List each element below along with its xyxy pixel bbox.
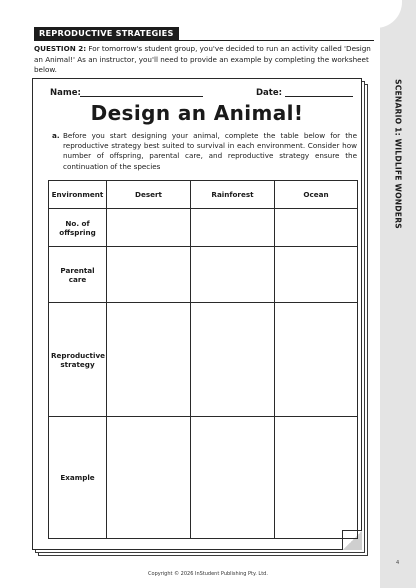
section-badge: REPRODUCTIVE STRATEGIES xyxy=(34,27,179,40)
table-header-row xyxy=(49,181,358,209)
header-desert: Desert xyxy=(107,181,191,209)
date-field[interactable] xyxy=(285,96,353,97)
header-environment: Environment xyxy=(49,181,107,209)
cell-ocean-strategy[interactable] xyxy=(275,303,358,417)
cell-rainforest-example[interactable] xyxy=(191,417,275,539)
instruction-text: Before you start designing your animal, complete the table below for the reproductive strategy best suited to survival in each environment. Consider how number of offspring, parental care, and reproductive strategy ensure the continuation of the species xyxy=(63,131,357,171)
table-row xyxy=(49,417,358,539)
header-rainforest: Rainforest xyxy=(191,181,275,209)
cell-ocean-example[interactable] xyxy=(275,417,358,539)
cell-desert-example[interactable] xyxy=(107,417,191,539)
table-row xyxy=(49,303,358,417)
cell-rainforest-parental-care[interactable] xyxy=(191,247,275,303)
question-text xyxy=(34,44,374,76)
cell-rainforest-strategy[interactable] xyxy=(191,303,275,417)
cell-desert-offspring[interactable] xyxy=(107,209,191,247)
page-number: 4 xyxy=(396,560,400,566)
table-row xyxy=(49,247,358,303)
name-field[interactable] xyxy=(80,96,203,97)
section-divider xyxy=(34,40,374,41)
reproductive-strategy-table xyxy=(48,180,358,539)
cell-ocean-offspring[interactable] xyxy=(275,209,358,247)
cell-desert-parental-care[interactable] xyxy=(107,247,191,303)
scenario-label: SCENARIO 1: WILDLIFE WONDERS xyxy=(393,79,403,229)
question-body: For tomorrow's student group, you've decided to run an activity called 'Design an Animal!' As an instructor, you'll need to provide an example by completing the worksheet below. xyxy=(34,44,371,74)
row-label-parental-care: Parental care xyxy=(49,247,107,303)
question-label: QUESTION 2: xyxy=(34,44,87,53)
instruction-letter: a. xyxy=(52,131,60,140)
copyright-footer: Copyright © 2026 InStudent Publishing Pty. Ltd. xyxy=(148,571,268,577)
date-label: Date: xyxy=(256,88,283,98)
table-row xyxy=(49,209,358,247)
name-label: Name: xyxy=(50,88,81,98)
worksheet-title: Design an Animal! xyxy=(90,101,304,125)
row-label-strategy: Reproductive strategy xyxy=(49,303,107,417)
cell-rainforest-offspring[interactable] xyxy=(191,209,275,247)
row-label-offspring: No. of offspring xyxy=(49,209,107,247)
cell-ocean-parental-care[interactable] xyxy=(275,247,358,303)
row-label-example: Example xyxy=(49,417,107,539)
cell-desert-strategy[interactable] xyxy=(107,303,191,417)
header-ocean: Ocean xyxy=(275,181,358,209)
